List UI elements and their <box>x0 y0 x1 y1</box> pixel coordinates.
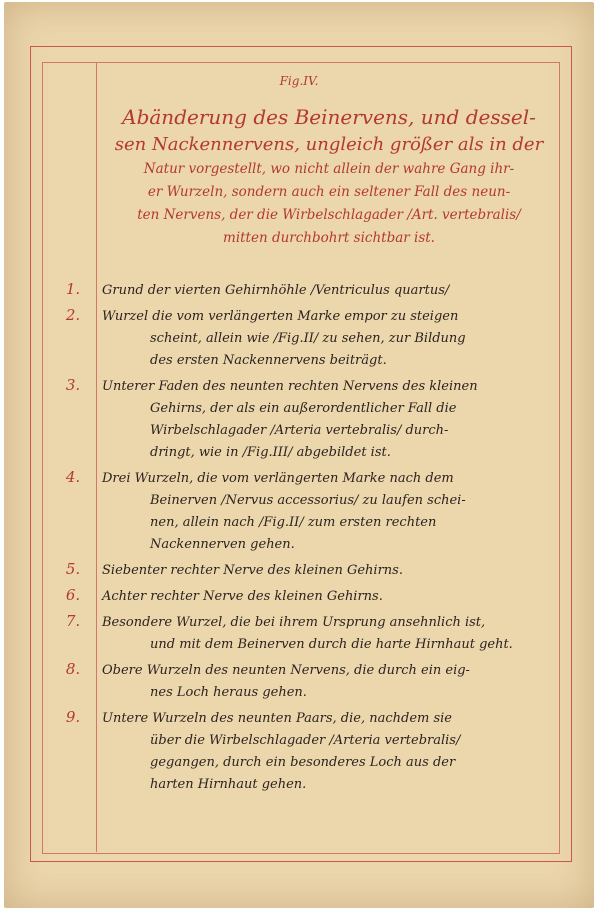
item-number: 9. <box>65 708 81 726</box>
list-item <box>44 376 559 464</box>
item-text <box>102 306 559 372</box>
list-item <box>44 660 559 704</box>
item-line: nen, allein nach /Fig.II/ zum ersten rechten <box>150 515 437 530</box>
item-line: Grund der vierten Gehirnhöhle /Ventriculus quartus/ <box>102 283 450 298</box>
title-line: sen Nackennervens, ungleich größer als in der <box>114 134 544 155</box>
item-line: Wirbelschlagader /Arteria vertebralis/ durch- <box>150 423 449 438</box>
list-item <box>44 306 559 372</box>
item-line: dringt, wie in /Fig.III/ abgebildet ist. <box>150 445 391 460</box>
item-line: Drei Wurzeln, die vom verlängerten Marke nach dem <box>102 471 454 486</box>
item-line: Nackennerven gehen. <box>150 537 295 552</box>
figure-label: Fig.IV. <box>279 74 319 88</box>
item-number: 4. <box>65 468 81 486</box>
item-number: 2. <box>65 306 81 324</box>
list-item <box>44 468 559 556</box>
item-text <box>102 468 559 556</box>
item-line: über die Wirbelschlagader /Arteria vertebralis/ <box>150 733 461 748</box>
item-line: harten Hirnhaut gehen. <box>150 777 307 792</box>
item-number: 6. <box>65 586 81 604</box>
item-line: Beinerven /Nervus accessorius/ zu laufen schei- <box>150 493 466 508</box>
item-text <box>102 376 559 464</box>
item-text <box>102 280 559 302</box>
item-line: Obere Wurzeln des neunten Nervens, die durch ein eig- <box>102 663 470 678</box>
item-line: Unterer Faden des neunten rechten Nervens des kleinen <box>102 379 478 394</box>
item-line: scheint, allein wie /Fig.II/ zu sehen, zur Bildung <box>150 331 466 346</box>
list-item <box>44 708 559 796</box>
item-text <box>102 708 559 796</box>
item-number: 5. <box>65 560 81 578</box>
title-line: Natur vorgestellt, wo nicht allein der wahre Gang ihr- <box>143 161 515 177</box>
list-item <box>44 612 559 656</box>
paper-sheet <box>4 2 594 908</box>
item-line: Gehirns, der als ein außerordentlicher Fall die <box>150 401 457 416</box>
item-line: des ersten Nackennervens beiträgt. <box>150 353 387 368</box>
title-line: er Wurzeln, sondern auch ein seltener Fall des neun- <box>147 184 511 200</box>
list-item <box>44 586 559 608</box>
item-line: Untere Wurzeln des neunten Paars, die, nachdem sie <box>102 711 452 726</box>
item-number: 3. <box>65 376 81 394</box>
title-block <box>98 102 560 250</box>
item-line: Wurzel die vom verlängerten Marke empor zu steigen <box>102 309 459 324</box>
item-text <box>102 560 559 582</box>
legend-list <box>44 280 559 800</box>
title-line: mitten durchbohrt sichtbar ist. <box>223 230 435 246</box>
item-text <box>102 660 559 704</box>
item-line: und mit dem Beinerven durch die harte Hirnhaut geht. <box>150 637 513 652</box>
item-line: Achter rechter Nerve des kleinen Gehirns. <box>102 589 383 604</box>
item-line: gegangen, durch ein besonderes Loch aus der <box>150 755 456 770</box>
item-number: 7. <box>65 612 81 630</box>
item-number: 8. <box>65 660 81 678</box>
list-item <box>44 280 559 302</box>
item-line: nes Loch heraus gehen. <box>150 685 307 700</box>
title-line: ten Nervens, der die Wirbelschlagader /Art. vertebralis/ <box>137 207 521 223</box>
item-line: Besondere Wurzel, die bei ihrem Ursprung ansehnlich ist, <box>102 615 486 630</box>
item-line: Siebenter rechter Nerve des kleinen Gehirns. <box>102 563 403 578</box>
item-text <box>102 586 559 608</box>
list-item <box>44 560 559 582</box>
item-text <box>102 612 559 656</box>
title-line: Abänderung des Beinervens, und dessel- <box>122 105 536 129</box>
item-number: 1. <box>65 280 81 298</box>
